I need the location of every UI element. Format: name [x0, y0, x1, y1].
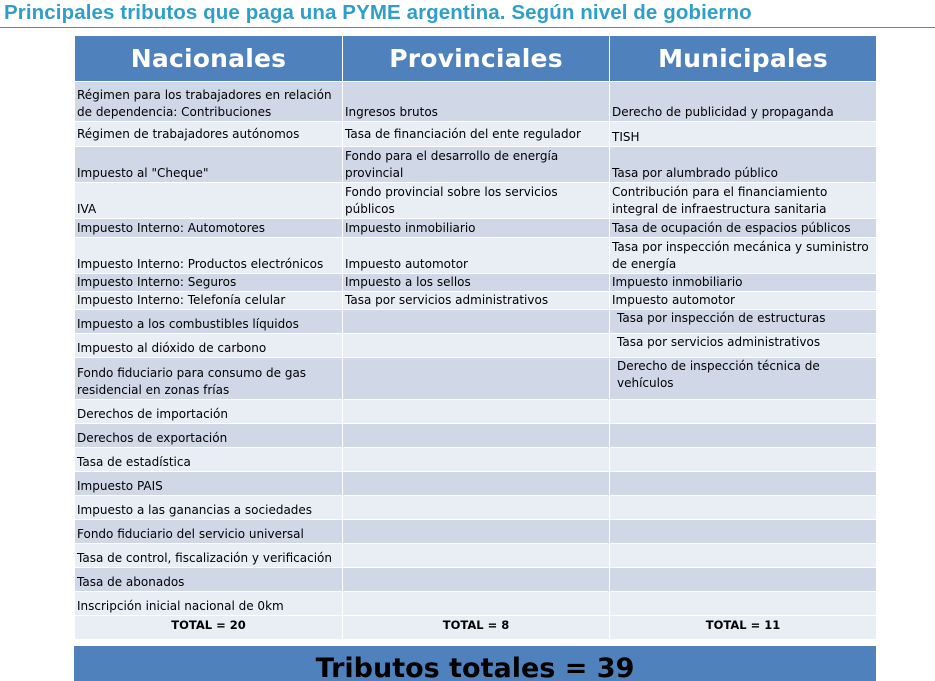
cell-nacional: Tasa de estadística	[75, 448, 343, 472]
cell-municipal: Impuesto automotor	[610, 292, 877, 310]
cell-provincial: Fondo provincial sobre los servicios públicos	[343, 183, 610, 219]
cell-municipal: Derecho de publicidad y propaganda	[610, 82, 877, 122]
cell-nacional: Derechos de exportación	[75, 424, 343, 448]
cell-provincial	[343, 424, 610, 448]
cell-provincial: Fondo para el desarrollo de energía provincial	[343, 147, 610, 183]
table-row	[75, 472, 877, 496]
total-provinciales: TOTAL = 8	[343, 616, 610, 640]
cell-nacional: Régimen de trabajadores autónomos	[75, 122, 343, 147]
table-row	[75, 520, 877, 544]
cell-municipal	[610, 568, 877, 592]
table-row	[75, 568, 877, 592]
total-nacionales: TOTAL = 20	[75, 616, 343, 640]
table-row	[75, 310, 877, 334]
cell-municipal: Tasa de ocupación de espacios públicos	[610, 219, 877, 238]
cell-provincial	[343, 334, 610, 358]
table-row	[75, 448, 877, 472]
table-row	[75, 334, 877, 358]
cell-provincial: Tasa de financiación del ente regulador	[343, 122, 610, 147]
cell-municipal: Tasa por inspección mecánica y suministro de energía	[610, 238, 877, 274]
cell-nacional: IVA	[75, 183, 343, 219]
cell-nacional: Impuesto Interno: Automotores	[75, 219, 343, 238]
cell-municipal	[610, 424, 877, 448]
cell-nacional: Impuesto Interno: Productos electrónicos	[75, 238, 343, 274]
cell-nacional: Inscripción inicial nacional de 0km	[75, 592, 343, 616]
cell-nacional: Tasa de abonados	[75, 568, 343, 592]
table-row	[75, 219, 877, 238]
cell-nacional: Impuesto Interno: Telefonía celular	[75, 292, 343, 310]
cell-municipal: Tasa por alumbrado público	[610, 147, 877, 183]
cell-municipal: Tasa por servicios administrativos	[610, 334, 877, 358]
cell-nacional: Impuesto a los combustibles líquidos	[75, 310, 343, 334]
cell-municipal	[610, 520, 877, 544]
cell-nacional: Impuesto Interno: Seguros	[75, 274, 343, 292]
cell-provincial: Impuesto a los sellos	[343, 274, 610, 292]
cell-municipal: Derecho de inspección técnica de vehículos	[610, 358, 877, 400]
tax-table	[74, 35, 877, 640]
table-row	[75, 424, 877, 448]
cell-municipal	[610, 472, 877, 496]
cell-municipal: Impuesto inmobiliario	[610, 274, 877, 292]
table-row	[75, 544, 877, 568]
cell-provincial	[343, 448, 610, 472]
table-row	[75, 238, 877, 274]
cell-nacional: Régimen para los trabajadores en relación de dependencia: Contribuciones	[75, 82, 343, 122]
table-header-row	[75, 36, 877, 82]
cell-provincial	[343, 358, 610, 400]
cell-provincial	[343, 592, 610, 616]
table-row	[75, 274, 877, 292]
cell-nacional: Derechos de importación	[75, 400, 343, 424]
column-header-nacionales: Nacionales	[75, 36, 343, 82]
cell-nacional: Impuesto PAIS	[75, 472, 343, 496]
table-row	[75, 122, 877, 147]
cell-nacional: Impuesto a las ganancias a sociedades	[75, 496, 343, 520]
cell-provincial	[343, 310, 610, 334]
cell-provincial	[343, 544, 610, 568]
grand-total-banner: Tributos totales = 39	[74, 646, 876, 681]
totals-row	[75, 616, 877, 640]
cell-nacional: Fondo fiduciario para consumo de gas residencial en zonas frías	[75, 358, 343, 400]
cell-provincial	[343, 400, 610, 424]
cell-provincial: Impuesto inmobiliario	[343, 219, 610, 238]
cell-provincial: Tasa por servicios administrativos	[343, 292, 610, 310]
title-divider	[0, 27, 935, 28]
cell-municipal	[610, 592, 877, 616]
cell-nacional: Impuesto al "Cheque"	[75, 147, 343, 183]
page-title: Principales tributos que paga una PYME argentina. Según nivel de gobierno	[4, 1, 752, 24]
cell-nacional: Impuesto al dióxido de carbono	[75, 334, 343, 358]
table-row	[75, 358, 877, 400]
table-row	[75, 147, 877, 183]
column-header-provinciales: Provinciales	[343, 36, 610, 82]
column-header-municipales: Municipales	[610, 36, 877, 82]
table-row	[75, 292, 877, 310]
cell-municipal	[610, 448, 877, 472]
cell-municipal: Tasa por inspección de estructuras	[610, 310, 877, 334]
cell-provincial	[343, 520, 610, 544]
cell-municipal	[610, 496, 877, 520]
table-row	[75, 400, 877, 424]
cell-provincial	[343, 496, 610, 520]
table-row	[75, 496, 877, 520]
cell-municipal: Contribución para el financiamiento integral de infraestructura sanitaria	[610, 183, 877, 219]
cell-provincial: Impuesto automotor	[343, 238, 610, 274]
cell-nacional: Tasa de control, fiscalización y verificación	[75, 544, 343, 568]
table-row	[75, 82, 877, 122]
total-municipales: TOTAL = 11	[610, 616, 877, 640]
cell-provincial: Ingresos brutos	[343, 82, 610, 122]
table-row	[75, 592, 877, 616]
table-row	[75, 183, 877, 219]
cell-nacional: Fondo fiduciario del servicio universal	[75, 520, 343, 544]
cell-municipal	[610, 400, 877, 424]
cell-provincial	[343, 568, 610, 592]
cell-provincial	[343, 472, 610, 496]
cell-municipal: TISH	[610, 122, 877, 147]
cell-municipal	[610, 544, 877, 568]
